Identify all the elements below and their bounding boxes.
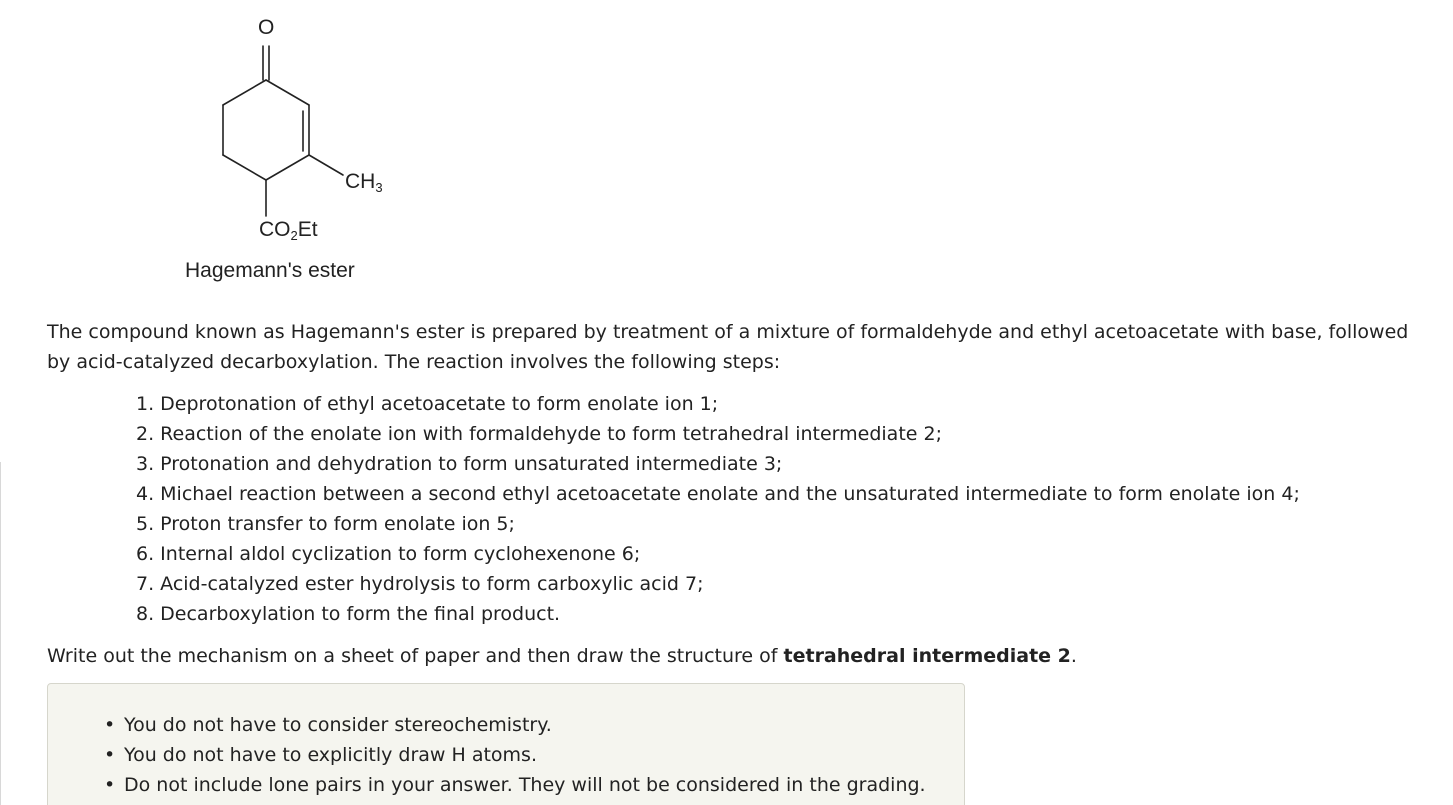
list-item: 3. Protonation and dehydration to form unsaturated intermediate 3; [136,453,783,475]
oxygen-atom-label: O [258,16,275,39]
instruction-suffix: . [1070,645,1077,667]
reaction-steps-list [136,389,1300,629]
list-item: 7. Acid-catalyzed ester hydrolysis to form carboxylic acid 7; [136,573,704,595]
list-item: 5. Proton transfer to form enolate ion 5; [136,513,515,535]
intro-paragraph: The compound known as Hagemann's ester is prepared by treatment of a mixture of formaldehyde and ethyl acetoacetate with base, followed by acid-catalyzed decarboxylation. The reaction involves the following steps: [47,321,1409,373]
list-item: 4. Michael reaction between a second ethyl acetoacetate enolate and the unsaturated intermediate to form enolate ion 4; [136,483,1300,505]
hagemanns-ester-structure [170,8,410,248]
instruction-prefix: Write out the mechanism on a sheet of paper and then draw the structure of [47,645,784,667]
note-text: Do not include lone pairs in your answer. They will not be considered in the grading. [124,774,926,796]
left-edge-divider [0,462,1,805]
instruction-target: tetrahedral intermediate 2 [783,645,1071,667]
list-item: 2. Reaction of the enolate ion with formaldehyde to form tetrahedral intermediate 2; [136,423,942,445]
structure-bonds [170,8,410,248]
notes-list [104,710,926,800]
methyl-text: CH [345,170,376,193]
bullet-icon: • [104,714,116,736]
ester-text-b: Et [297,218,318,241]
list-item [104,740,926,770]
ester-group-label [259,218,318,243]
list-item: 1. Deprotonation of ethyl acetoacetate to form enolate ion 1; [136,393,719,415]
list-item: 8. Decarboxylation to form the final product. [136,603,561,625]
list-item [104,710,926,740]
list-item: 6. Internal aldol cyclization to form cyclohexenone 6; [136,543,641,565]
ester-text-a: CO [259,218,291,241]
ester-subscript: 2 [290,228,298,243]
bullet-icon: • [104,774,116,796]
methyl-subscript: 3 [375,180,383,195]
instruction-text [47,641,1077,671]
methyl-group-label [345,170,383,195]
note-text: You do not have to consider stereochemistry. [124,714,552,736]
list-item [104,770,926,800]
bullet-icon: • [104,744,116,766]
compound-name-caption: Hagemann's ester [185,259,355,282]
note-text: You do not have to explicitly draw H atoms. [124,744,537,766]
